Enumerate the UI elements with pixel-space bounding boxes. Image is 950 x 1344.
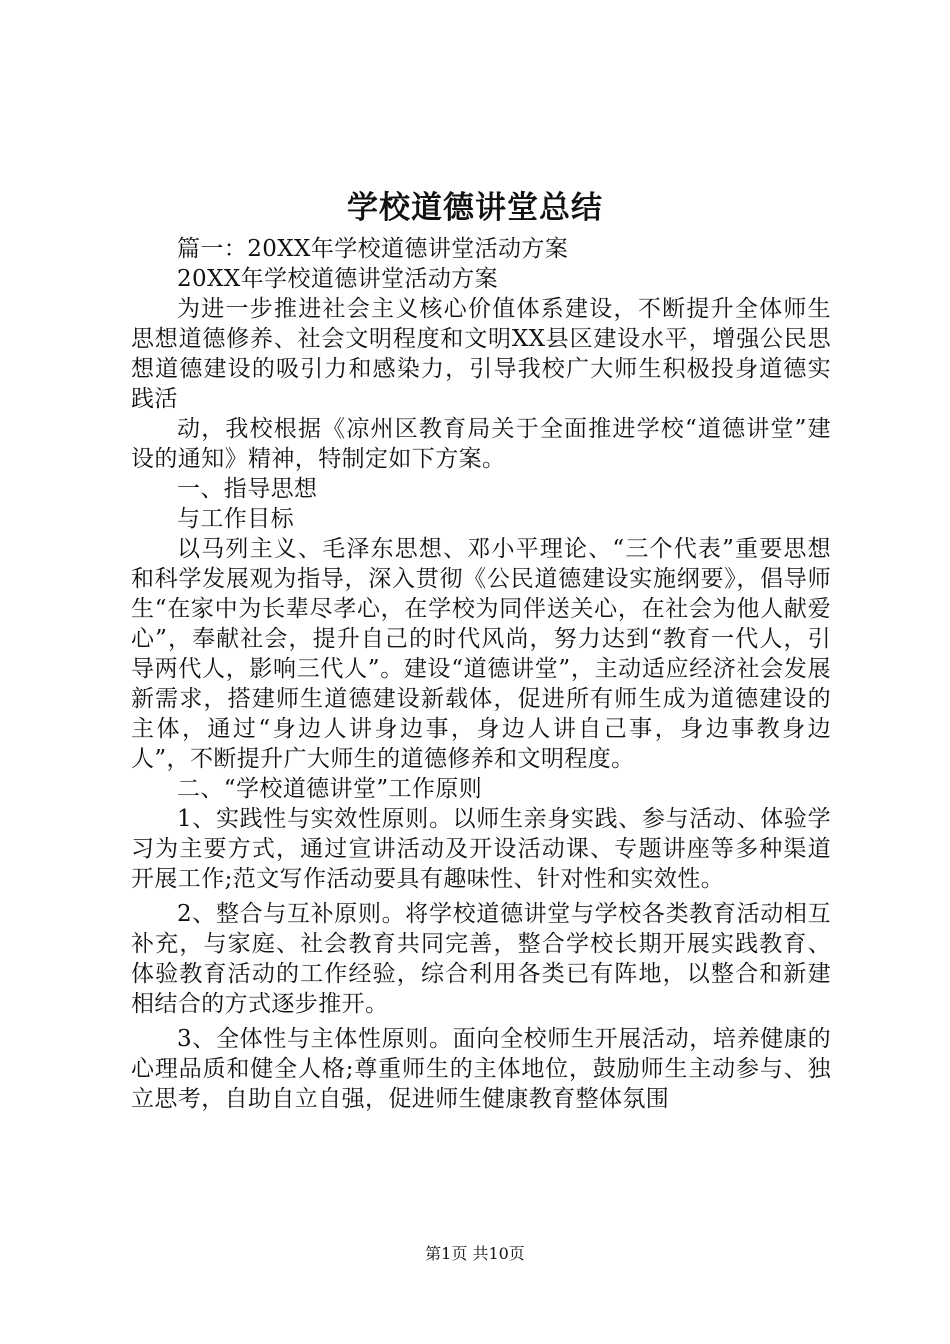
- paragraph-principle-2: 2、整合与互补原则。将学校道德讲堂与学校各类教育活动相互补充，与家庭、社会教育共同完善，整合学校长期开展实践教育、体验教育活动的工作经验，综合利用各类已有阵地，以整合和新建相结合的方式逐步推开。: [131, 901, 831, 1017]
- paragraph-subtitle: 20XX年学校道德讲堂活动方案: [177, 266, 499, 292]
- section-heading-work-goal: 与工作目标: [177, 506, 294, 532]
- section-heading-guiding-thought: 一、指导思想: [177, 476, 318, 502]
- paragraph-intro-continued: 动，我校根据《凉州区教育局关于全面推进学校“道德讲堂”建设的通知》精神，特制定如下方案。: [131, 416, 831, 472]
- paragraph-intro: 为进一步推进社会主义核心价值体系建设，不断提升全体师生思想道德修养、社会文明程度和文明XX县区建设水平，增强公民思想道德建设的吸引力和感染力，引导我校广大师生积极投身道德实践活: [131, 296, 831, 412]
- paragraph-heading-1: 篇一：20XX年学校道德讲堂活动方案: [177, 236, 569, 262]
- page-number-footer: 第1页 共10页: [425, 1244, 525, 1263]
- paragraph-principle-3: 3、全体性与主体性原则。面向全校师生开展活动，培养健康的心理品质和健全人格;尊重师生的主体地位，鼓励师生主动参与、独立思考，自助自立自强，促进师生健康教育整体氛围: [131, 1026, 831, 1112]
- document-body: [131, 234, 831, 1114]
- paragraph-guiding-content: 以马列主义、毛泽东思想、邓小平理论、“三个代表”重要思想和科学发展观为指导，深入贯彻《公民道德建设实施纲要》，倡导师生“在家中为长辈尽孝心，在学校为同伴送关心，在社会为他人献爱心”，奉献社会，提升自己的时代风尚，努力达到“教育一代人，引导两代人，影响三代人”。建设“道德讲堂”，主动适应经济社会发展新需求，搭建师生道德建设新载体，促进所有师生成为道德建设的主体，通过“身边人讲身边事，身边人讲自己事，身边事教身边人”，不断提升广大师生的道德修养和文明程度。: [131, 536, 831, 772]
- document-title: 学校道德讲堂总结: [347, 190, 603, 226]
- section-heading-principles: 二、“学校道德讲堂”工作原则: [177, 776, 483, 802]
- paragraph-principle-1: 1、实践性与实效性原则。以师生亲身实践、参与活动、体验学习为主要方式，通过宣讲活动及开设活动课、专题讲座等多种渠道开展工作;范文写作活动要具有趣味性、针对性和实效性。: [131, 806, 831, 892]
